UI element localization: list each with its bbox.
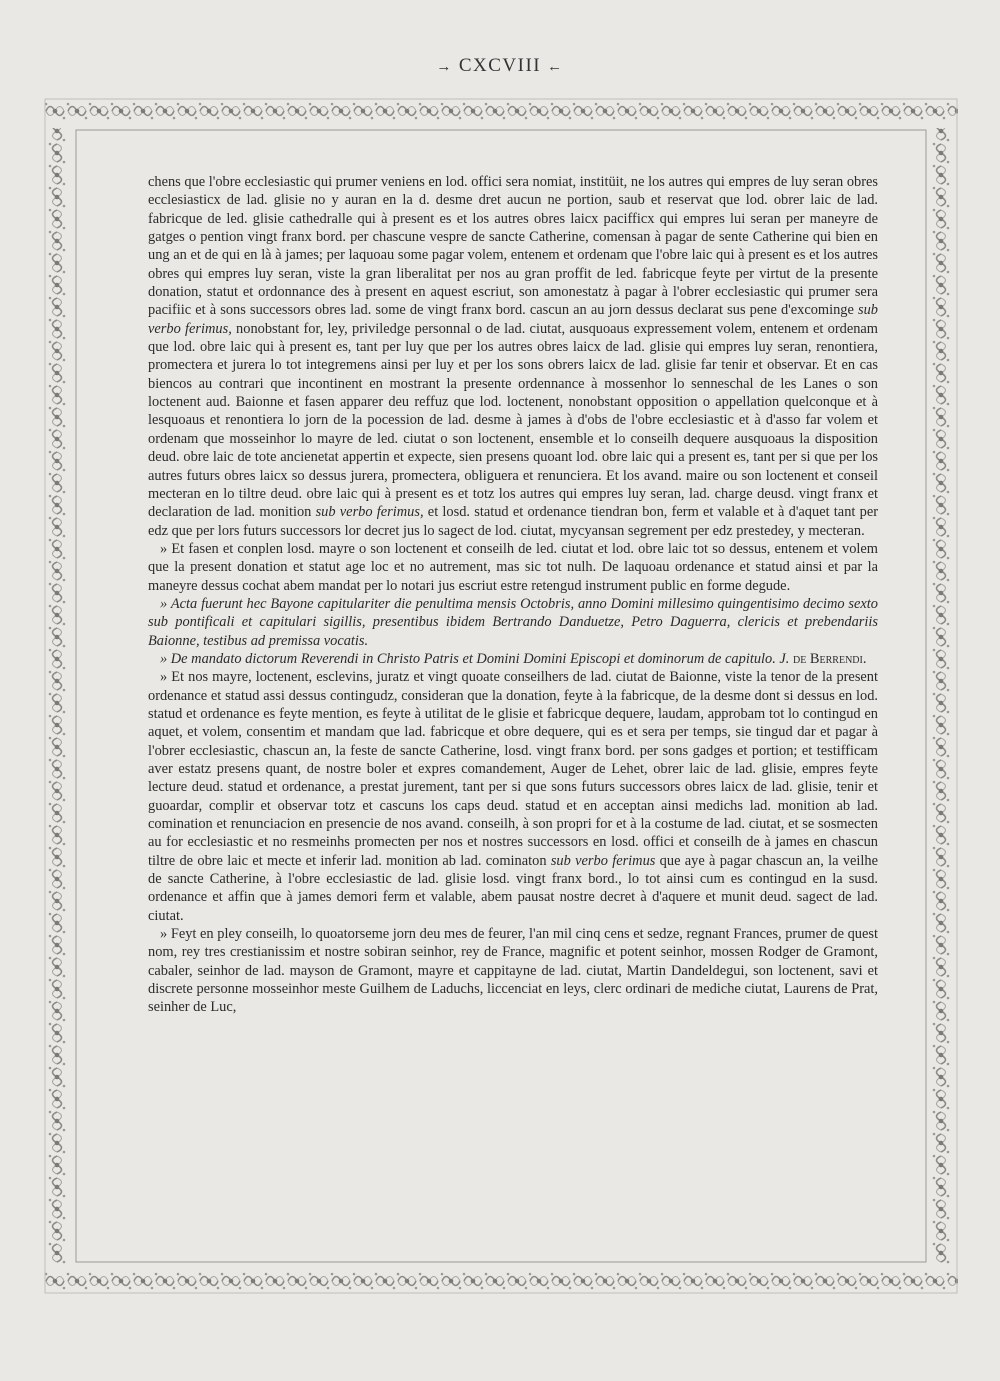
- paragraph: » Feyt en pley conseilh, lo quoatorseme jorn deu mes de feurer, l'an mil cinq cens et sedze, regnant Frances, prumer de quest nom, rey tres crestianissim et nostre sobiran seinhor, rey de France, magnific et potent seinhor, mossen Rodger de Gramont, cabaler, seinhor de lad. mayson de Gramont, mayre et cappitayne de lad. ciutat, Martin Dandeldegui, son loctenent, savi et discrete personne mosseinhor meste Guilhem de Laduchs, liccenciat en leys, clerc ordinari de mediche ciutat, Laurens de Prat, seinher de Luc,: [148, 926, 878, 1016]
- paragraph: » Et fasen et conplen losd. mayre o son loctenent et conseilh de led. ciutat et lod. obre laic tot so dessus, entenem et volem que la present donation et statut age loc et no autrement, mas sic tot nulh. De laquoau ordenance et statud ainsi et par la maneyre dessus cochat abem mandat per lo notari jus escriut estre retengud instrument public en forme degude.: [148, 540, 878, 594]
- paragraph: » Acta fuerunt hec Bayone capitulariter die penultima mensis Octobris, anno Domini millesimo quingentisimo decimo sexto sub pontificali et capitulari sigillis, presentibus ibidem Bertrando Danduetze, Petro Daguerra, clericis et prebendariis Baionne, testibus ad premissa vocatis.: [148, 595, 878, 649]
- page-header: [0, 55, 1000, 77]
- document-body: [148, 173, 878, 1017]
- arrow-right-icon: →: [436, 59, 453, 75]
- paragraph: » Et nos mayre, loctenent, esclevins, juratz et vingt quoate conseilhers de lad. ciutat de Baionne, viste la tenor de la present ordenance et statud assi dessus contingudz, consideran que la donation, feyte à la fabricque, de la desme dont si dessus en lod. statud et ordenance es feyte mention, es feyte à utilitat de le glisie et fabricque dequere, laudam, approbam tot lo contingud en aquet, et volem, consentim et mandam que lad. fabricque et obre dequere, qui es et sera per temps, sie tingud dar et pagar à l'obrer ecclesiastic, chascun an, la feste de sancte Catherine, losd. vingt franx bord. per sons gadges et portion; et testifficam aver estatz presens quant, de nostre boler et expres comandement, Auger de Lehet, obrer laic de lad. glisie, empres feyte lecture deud. statud et ordenance, a prestat jurement, tant per si que sons futurs successors obres laicx de lad. glisie, tenir et guoardar, complir et observar totz et cascuns los caps deud. statud et en acceptan ainsi medichs lad. monition ab lad. comination et renunciacion en presencie de nos avand. conseilh, à son propri for et à la costume de lad. ciutat, et se sosmecten au for ecclesiastic et no resmeinhs promecten per nos et nostres successors en losd. offici et conseilh de à james en chascun tiltre de obre laic et mecte et inferir lad. monition ab lad. cominaton sub verbo ferimus que aye à pagar chascun an, la veilhe de sancte Catherine, à l'obre ecclesiastic de lad. glisie losd. vingt franx bord., lo tot ainsi cum es contingud en la susd. ordenance et affin que à james demori ferm et valable, abem pausat nostre decret à d'aquere et munit deud. sagect de lad. ciutat.: [148, 669, 878, 924]
- paragraph: » De mandato dictorum Reverendi in Christo Patris et Domini Domini Episcopi et dominorum de capitulo. J. de Berrendi.: [160, 650, 867, 667]
- paragraph: chens que l'obre ecclesiastic qui prumer veniens en lod. offici sera nomiat, institüit, ne los autres qui empres de luy seran obres ecclesiasticx de lad. glisie no y auran en la d. desme dret aucun ne portion, saub et reservat que lod. obrer laic de lad. fabricque de led. glisie cathedralle qui à present es et los autres obres laicx pacifficx qui empres lui seran per maneyre de gatges o pention vingt franx bord. per chascune vespre de sancte Catherine, comensan à pagar de sente Catherine qui bien en ung an et de qui en là à james; per laquoau some pagar volem, entenem et ordenam que l'obre laic qui à present es et los autres obres qui empres luy seran, viste la gran liberalitat per nos au gran proffit de led. fabricque feyte per virtut de la presente donation, statut et ordonnance des à present en aquest escriut, son amonestatz à pagar à l'obrer ecclesiastic qui prumer sera pacifiic et à sons successors obres lad. some de vingt franx bord. cascun an au jorn dessus declarat sus pene d'excominge sub verbo ferimus, nonobstant for, ley, priviledge personnal o de lad. ciutat, ausquoaus expressement volem, entenem et ordenam que lod. obre laic qui à present es, tant per luy que per los autres obres laicx de lad. glisie qui empres luy seran, renontiera, promectera et jurera lo tot integremens ainsi per luy et per los sons obrers laicx de lad. glisie far tenir et observar. Et en cas biencos au contrari que incontinent en mostrant la presente ordennance à mossenhor lo senneschal de les Lanes o son loctenent aud. Baionne et fasen apparer deu reffuz que lod. loctenent, nonobstant opposition o appellation quelconque et à lesquoaus et renontiera lo jorn de la pocession de lad. desme à james à d'obs de l'obre ecclesiastic et à d'asso far volem et ordenam que mosseinhor lo mayre de led. ciutat o son loctenent, ensemble et lo conseilh dequere ausquoaus la disposition deud. obre laic de tote ancienetat appertin et expecte, sien presens quoant lod. obre laic qui a present es, tant per si que per los autres futurs obres laicx so dessus jurera, promectera, obliguera et renunciera. Et los avand. maire ou son loctenent et conseil mecteran en lo tiltre deud. obre laic qui à present es et totz los autres qui empres luy seran, lad. charge deusd. vingt franx et declaration de lad. monition sub verbo ferimus, et losd. statud et ordenance tiendran bon, ferm et valable et à d'aquet tant per edz que per lors futurs successors lor decret jus lo sagect de lod. ciutat, mycyansan segrement per edz prestedey, y mecteran.: [148, 174, 878, 539]
- arrow-left-icon: ←: [547, 59, 564, 75]
- page-number: CXCVIII: [458, 55, 542, 76]
